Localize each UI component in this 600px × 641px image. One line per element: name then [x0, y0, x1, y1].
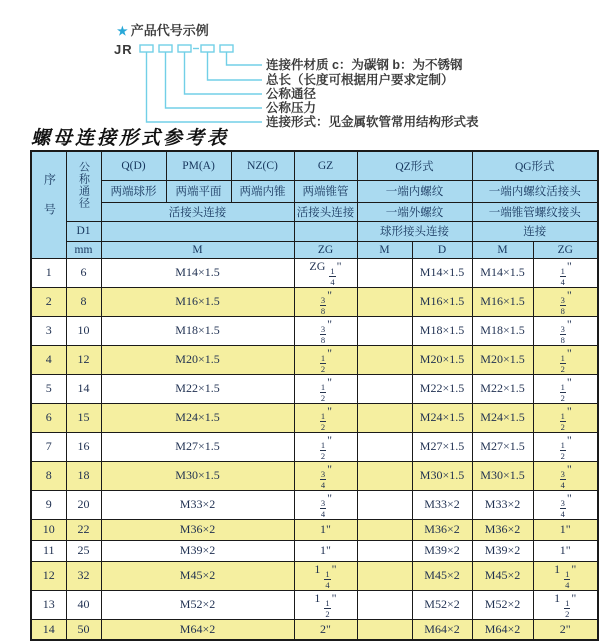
cell-dn: 12 [66, 345, 101, 374]
subheader-qz-outer-thread: 一端外螺纹 [357, 202, 472, 221]
cell-dn: 16 [66, 432, 101, 461]
table-row [31, 561, 598, 590]
cell-zg: ZG $\frac{1}{4}$ " [294, 258, 357, 287]
cell-zg: 1 $\frac{1}{2}$ " [294, 590, 357, 619]
cell-qg-m: M20×1.5 [472, 345, 533, 374]
table-body [31, 258, 598, 640]
subheader-gz-ends: 两端锥管 [294, 180, 357, 202]
cell-qz-d: M18×1.5 [412, 316, 472, 345]
cell-qg-m: M33×2 [472, 490, 533, 519]
cell-dn: 18 [66, 461, 101, 490]
product-code-prefix: JR [114, 42, 133, 57]
cell-thread-m: M36×2 [101, 519, 294, 540]
cell-qg-m: M16×1.5 [472, 287, 533, 316]
cell-zg: $\frac{3}{4}$ " [294, 461, 357, 490]
cell-qg-zg: $\frac{3}{4}$ " [533, 490, 598, 519]
cell-qz-d: M33×2 [412, 490, 472, 519]
cell-dn: 15 [66, 403, 101, 432]
cell-qg-zg: $\frac{3}{8}$ " [533, 316, 598, 345]
cell-zg: 2" [294, 619, 357, 640]
cell-qz-m [357, 561, 412, 590]
code-box [201, 45, 214, 52]
subheader-d1: D1 [66, 221, 101, 241]
unit-header-zg: ZG [294, 241, 357, 258]
cell-seq: 10 [31, 519, 66, 540]
cell-zg: 1" [294, 540, 357, 561]
cell-thread-m: M18×1.5 [101, 316, 294, 345]
cell-qg-m: M18×1.5 [472, 316, 533, 345]
cell-qg-m: M22×1.5 [472, 374, 533, 403]
cell-qg-zg: 1" [533, 540, 598, 561]
cell-qz-m [357, 590, 412, 619]
cell-seq: 1 [31, 258, 66, 287]
cell-qg-zg: $\frac{3}{8}$ " [533, 287, 598, 316]
table-row [31, 374, 598, 403]
cell-qz-d: M30×1.5 [412, 461, 472, 490]
table-row [31, 316, 598, 345]
unit-header-m: M [101, 241, 294, 258]
cell-dn: 25 [66, 540, 101, 561]
cell-dn: 8 [66, 287, 101, 316]
subheader-qz-thread: 一端内螺纹 [357, 180, 472, 202]
cell-qg-m: M24×1.5 [472, 403, 533, 432]
cell-qg-zg: $\frac{3}{4}$ " [533, 461, 598, 490]
cell-thread-m: M52×2 [101, 590, 294, 619]
cell-qz-m [357, 619, 412, 640]
cell-zg: $\frac{3}{8}$ " [294, 316, 357, 345]
diagram-label-length: 总长（长度可根据用户要求定制） [266, 73, 454, 87]
cell-qg-m: M45×2 [472, 561, 533, 590]
cell-seq: 13 [31, 590, 66, 619]
table-row [31, 403, 598, 432]
col-header-dn [66, 151, 101, 221]
subheader-qg-thread: 一端内螺纹活接头 [472, 180, 598, 202]
cell-qz-d: M24×1.5 [412, 403, 472, 432]
cell-thread-m: M20×1.5 [101, 345, 294, 374]
cell-qg-m: M52×2 [472, 590, 533, 619]
cell-qz-d: M64×2 [412, 619, 472, 640]
cell-thread-m: M14×1.5 [101, 258, 294, 287]
subheader-union-connection: 活接头连接 [101, 202, 294, 221]
diagram-label-connection: 连接形式：见金属软管常用结构形式表 [266, 115, 479, 129]
cell-qz-m [357, 316, 412, 345]
cell-qz-d: M52×2 [412, 590, 472, 619]
cell-thread-m: M27×1.5 [101, 432, 294, 461]
cell-qz-m [357, 540, 412, 561]
cell-seq: 5 [31, 374, 66, 403]
cell-qg-m: M36×2 [472, 519, 533, 540]
cell-dn: 22 [66, 519, 101, 540]
subheader-gz-connection: 活接头连接 [294, 202, 357, 221]
cell-seq: 9 [31, 490, 66, 519]
table-row [31, 432, 598, 461]
table-row [31, 540, 598, 561]
cell-seq: 8 [31, 461, 66, 490]
leader-line [208, 52, 263, 80]
cell-qg-m: M39×2 [472, 540, 533, 561]
col-header-qg: QG形式 [472, 151, 598, 180]
table-header [31, 151, 598, 258]
col-header-seq-label: 序号 [42, 173, 57, 234]
cell-qg-zg: $\frac{1}{4}$ " [533, 258, 598, 287]
cell-qz-d: M22×1.5 [412, 374, 472, 403]
table-row [31, 519, 598, 540]
cell-seq: 6 [31, 403, 66, 432]
cell-zg: $\frac{1}{2}$ " [294, 403, 357, 432]
leader-line [147, 52, 263, 122]
subheader-qg-taper-joint: 一端锥管螺纹接头 [472, 202, 598, 221]
cell-qg-zg: $\frac{1}{2}$ " [533, 345, 598, 374]
cell-zg: $\frac{1}{2}$ " [294, 345, 357, 374]
leader-line [227, 52, 263, 65]
cell-qg-zg: $\frac{1}{2}$ " [533, 403, 598, 432]
table-title: 螺母连接形式参考表 [31, 127, 230, 149]
cell-dn: 20 [66, 490, 101, 519]
subheader-pma-ends: 两端平面 [166, 180, 231, 202]
code-box [140, 45, 153, 52]
diagram-title [117, 20, 209, 39]
code-box [178, 45, 191, 52]
unit-header-mm: mm [66, 241, 101, 258]
diagram-label-diameter: 公称通径 [266, 87, 317, 101]
cell-zg: 1" [294, 519, 357, 540]
cell-thread-m: M22×1.5 [101, 374, 294, 403]
col-header-dn-label: 公称通径 [77, 160, 90, 209]
diagram-label-pressure: 公称压力 [266, 101, 317, 115]
cell-thread-m: M24×1.5 [101, 403, 294, 432]
cell-zg: $\frac{3}{4}$ " [294, 490, 357, 519]
subheader-blank-gz [294, 221, 357, 241]
cell-qg-zg: 1 $\frac{1}{4}$ " [533, 561, 598, 590]
cell-qz-m [357, 258, 412, 287]
cell-thread-m: M64×2 [101, 619, 294, 640]
cell-qg-zg: $\frac{1}{2}$ " [533, 432, 598, 461]
unit-header-qg-m: M [472, 241, 533, 258]
cell-qz-m [357, 345, 412, 374]
table-row [31, 258, 598, 287]
cell-zg: $\frac{3}{8}$ " [294, 287, 357, 316]
cell-qz-d: M27×1.5 [412, 432, 472, 461]
cell-qg-m: M30×1.5 [472, 461, 533, 490]
leader-line [185, 52, 263, 94]
cell-qg-zg: 2" [533, 619, 598, 640]
nut-connection-table [30, 150, 599, 641]
table-row [31, 490, 598, 519]
cell-seq: 12 [31, 561, 66, 590]
cell-qg-m: M27×1.5 [472, 432, 533, 461]
cell-qg-zg: 1 $\frac{1}{2}$ " [533, 590, 598, 619]
cell-qz-d: M39×2 [412, 540, 472, 561]
col-header-qd: Q(D) [101, 151, 166, 180]
subheader-blank-m [101, 221, 294, 241]
unit-header-qz-m: M [357, 241, 412, 258]
cell-qz-m [357, 403, 412, 432]
cell-seq: 7 [31, 432, 66, 461]
col-header-pma: PM(A) [166, 151, 231, 180]
cell-zg: $\frac{1}{2}$ " [294, 432, 357, 461]
cell-seq: 11 [31, 540, 66, 561]
unit-header-qg-zg: ZG [533, 241, 598, 258]
cell-qz-m [357, 519, 412, 540]
cell-zg: 1 $\frac{1}{4}$ " [294, 561, 357, 590]
cell-thread-m: M45×2 [101, 561, 294, 590]
cell-qz-m [357, 287, 412, 316]
cell-qg-zg: 1" [533, 519, 598, 540]
table-row [31, 590, 598, 619]
cell-seq: 14 [31, 619, 66, 640]
table-row [31, 619, 598, 640]
col-header-gz: GZ [294, 151, 357, 180]
diagram-title-text: 产品代号示例 [130, 23, 209, 38]
table-row [31, 461, 598, 490]
cell-qz-d: M45×2 [412, 561, 472, 590]
cell-thread-m: M30×1.5 [101, 461, 294, 490]
cell-thread-m: M39×2 [101, 540, 294, 561]
cell-qz-m [357, 432, 412, 461]
subheader-qz-ball-connection: 球形接头连接 [357, 221, 472, 241]
star-icon: ★ [117, 24, 128, 38]
cell-qz-m [357, 374, 412, 403]
unit-header-qz-d: D [412, 241, 472, 258]
col-header-seq [31, 151, 66, 258]
cell-dn: 50 [66, 619, 101, 640]
cell-qz-m [357, 490, 412, 519]
cell-thread-m: M33×2 [101, 490, 294, 519]
cell-qz-d: M14×1.5 [412, 258, 472, 287]
cell-qz-m [357, 461, 412, 490]
table-row [31, 345, 598, 374]
subheader-qg-connection: 连接 [472, 221, 598, 241]
cell-qg-m: M14×1.5 [472, 258, 533, 287]
col-header-nzc: NZ(C) [231, 151, 294, 180]
cell-dn: 10 [66, 316, 101, 345]
cell-seq: 4 [31, 345, 66, 374]
cell-qg-zg: $\frac{1}{2}$ " [533, 374, 598, 403]
cell-dn: 32 [66, 561, 101, 590]
cell-qz-d: M36×2 [412, 519, 472, 540]
cell-seq: 2 [31, 287, 66, 316]
table-row [31, 287, 598, 316]
cell-thread-m: M16×1.5 [101, 287, 294, 316]
cell-dn: 40 [66, 590, 101, 619]
diagram-label-material: 连接件材质 c：为碳钢 b：为不锈钢 [266, 58, 463, 72]
code-box [220, 45, 233, 52]
cell-zg: $\frac{1}{2}$ " [294, 374, 357, 403]
cell-qz-d: M20×1.5 [412, 345, 472, 374]
cell-dn: 14 [66, 374, 101, 403]
col-header-qz: QZ形式 [357, 151, 472, 180]
cell-qg-m: M64×2 [472, 619, 533, 640]
cell-dn: 6 [66, 258, 101, 287]
code-box [159, 45, 172, 52]
subheader-nzc-ends: 两端内锥 [231, 180, 294, 202]
subheader-qd-ends: 两端球形 [101, 180, 166, 202]
cell-seq: 3 [31, 316, 66, 345]
cell-qz-d: M16×1.5 [412, 287, 472, 316]
